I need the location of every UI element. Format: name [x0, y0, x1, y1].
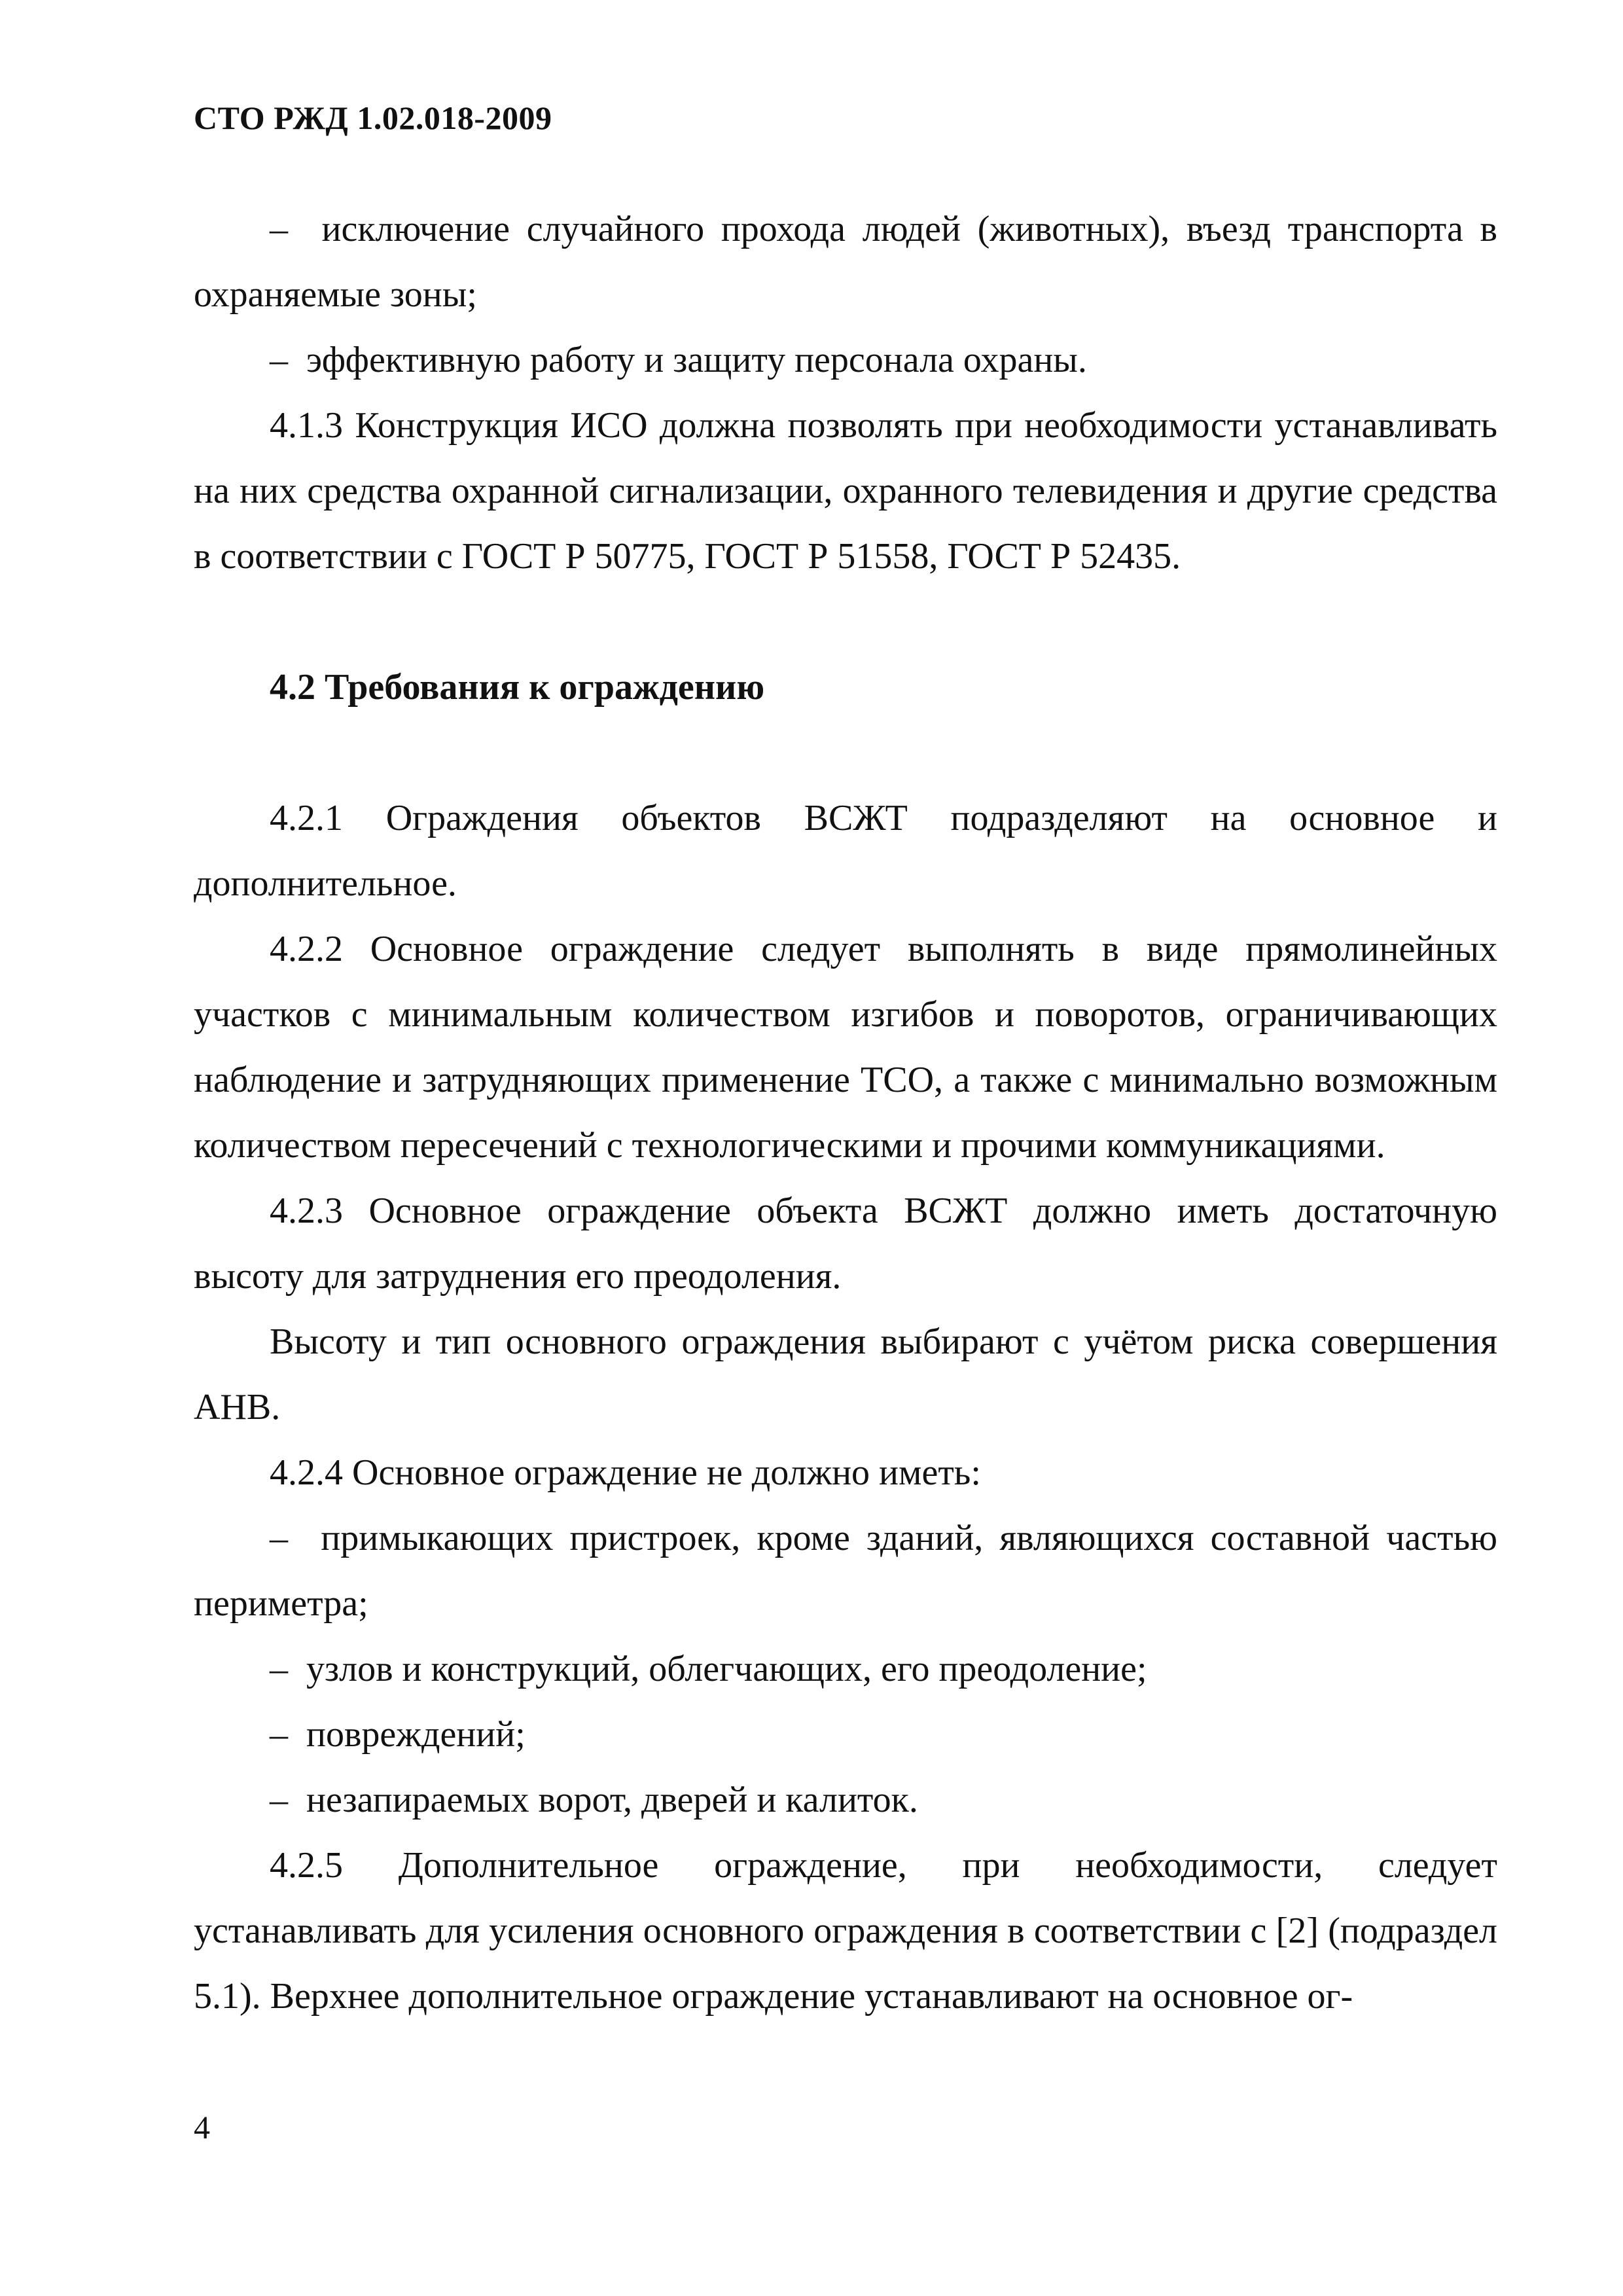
paragraph-4-2-5: 4.2.5 Дополнительное ограждение, при необходимости, следует устанавливать для усиления основного ограждения в соответствии с [2] (подраздел 5.1). Верхнее дополнительное ограждение устанавливают на основное ог- — [194, 1845, 1497, 2017]
paragraph-4-2-4: 4.2.4 Основное ограждение не должно иметь: — [270, 1452, 981, 1493]
paragraph-4-1-3: 4.1.3 Конструкция ИСО должна позволять при необходимости устанавливать на них средства охранной сигнализации, охранного телевидения и другие средства в соответствии с ГОСТ Р 50775, ГОСТ Р 51558, ГОСТ Р 52435. — [194, 405, 1497, 577]
page-number: 4 — [194, 2109, 210, 2145]
list-item: – незапираемых ворот, дверей и калиток. — [194, 1767, 1497, 1833]
paragraph-height-type: Высоту и тип основного ограждения выбирают с учётом риска совершения АНВ. — [194, 1321, 1497, 1427]
document-header: СТО РЖД 1.02.018-2009 — [194, 99, 552, 136]
list-item: – узлов и конструкций, облегчающих, его преодоление; — [194, 1636, 1497, 1702]
document-body — [194, 196, 1497, 2029]
list-item: – эффективную работу и защиту персонала охраны. — [194, 327, 1497, 393]
list-item: – исключение случайного прохода людей (животных), въезд транспорта в охраняемые зоны; — [194, 196, 1497, 327]
paragraph-4-2-3: 4.2.3 Основное ограждение объекта ВСЖТ должно иметь достаточную высоту для затруднения его преодоления. — [194, 1191, 1497, 1297]
list-item: – примыкающих пристроек, кроме зданий, являющихся составной частью периметра; — [194, 1505, 1497, 1636]
paragraph-4-2-2: 4.2.2 Основное ограждение следует выполнять в виде прямолинейных участков с минимальным количеством изгибов и поворотов, ограничивающих наблюдение и затрудняющих применение ТСО, а также с минимально возможным количеством пересечений с технологическими и прочими коммуникациями. — [194, 929, 1497, 1166]
section-heading-4-2: 4.2 Требования к ограждению — [270, 667, 765, 708]
list-item: – повреждений; — [194, 1702, 1497, 1767]
paragraph-4-2-1: 4.2.1 Ограждения объектов ВСЖТ подразделяют на основное и дополнительное. — [194, 798, 1497, 904]
